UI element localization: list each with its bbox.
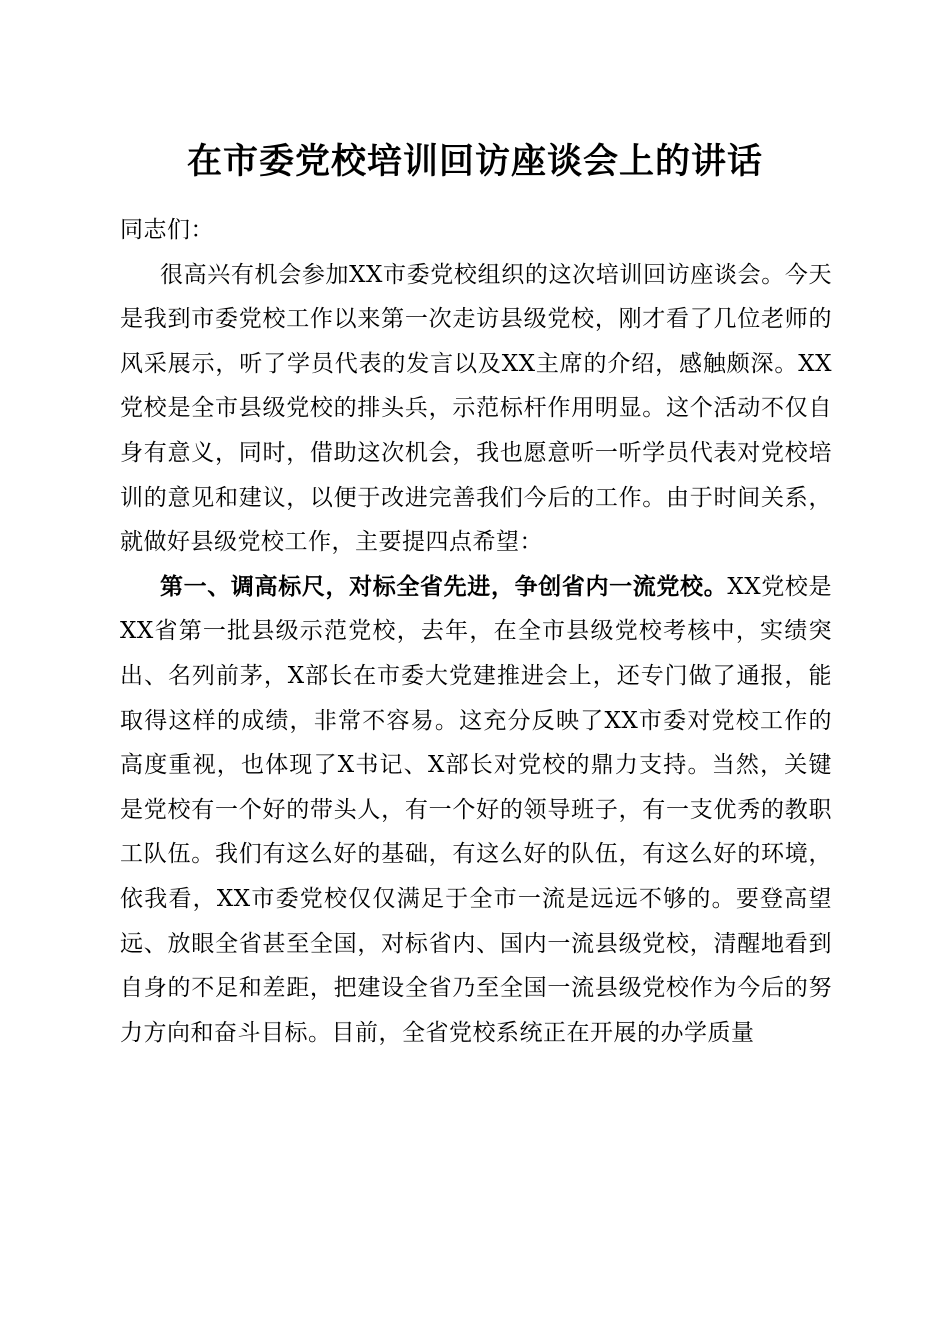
document-body: [120, 208, 832, 1055]
paragraph-point-one-text: XX党校是XX省第一批县级示范党校，去年，在全市县级党校考核中，实绩突出、名列前茅，X部长在市委大党建推进会上，还专门做了通报，能取得这样的成绩，非常不容易。这充分反映了XX市委对党校工作的高度重视，也体现了X书记、X部长对党校的鼎力支持。当然，关键是党校有一个好的带头人，有一个好的领导班子，有一支优秀的教职工队伍。我们有这么好的基础，有这么好的队伍，有这么好的环境，依我看，XX市委党校仅仅满足于全市一流是远远不够的。要登高望远、放眼全省甚至全国，对标省内、国内一流县级党校，清醒地看到自身的不足和差距，把建设全省乃至全国一流县级党校作为今后的努力方向和奋斗目标。目前，全省党校系统正在开展的办学质量: [120, 573, 833, 1046]
salutation: 同志们：: [120, 217, 214, 243]
paragraph-point-one: [120, 565, 832, 1056]
document-title: 在市委党校培训回访座谈会上的讲话: [186, 141, 763, 182]
paragraph-intro: 很高兴有机会参加XX市委党校组织的这次培训回访座谈会。今天是我到市委党校工作以来第一次走访县级党校，刚才看了几位老师的风采展示，听了学员代表的发言以及XX主席的介绍，感触颇深。XX党校是全市县级党校的排头兵，示范标杆作用明显。这个活动不仅自身有意义，同时，借助这次机会，我也愿意听一听学员代表对党校培训的意见和建议，以便于改进完善我们今后的工作。由于时间关系，就做好县级党校工作，主要提四点希望：: [120, 261, 832, 556]
paragraph-point-one-heading: 第一、调高标尺，对标全省先进，争创省内一流党校。: [160, 572, 728, 600]
